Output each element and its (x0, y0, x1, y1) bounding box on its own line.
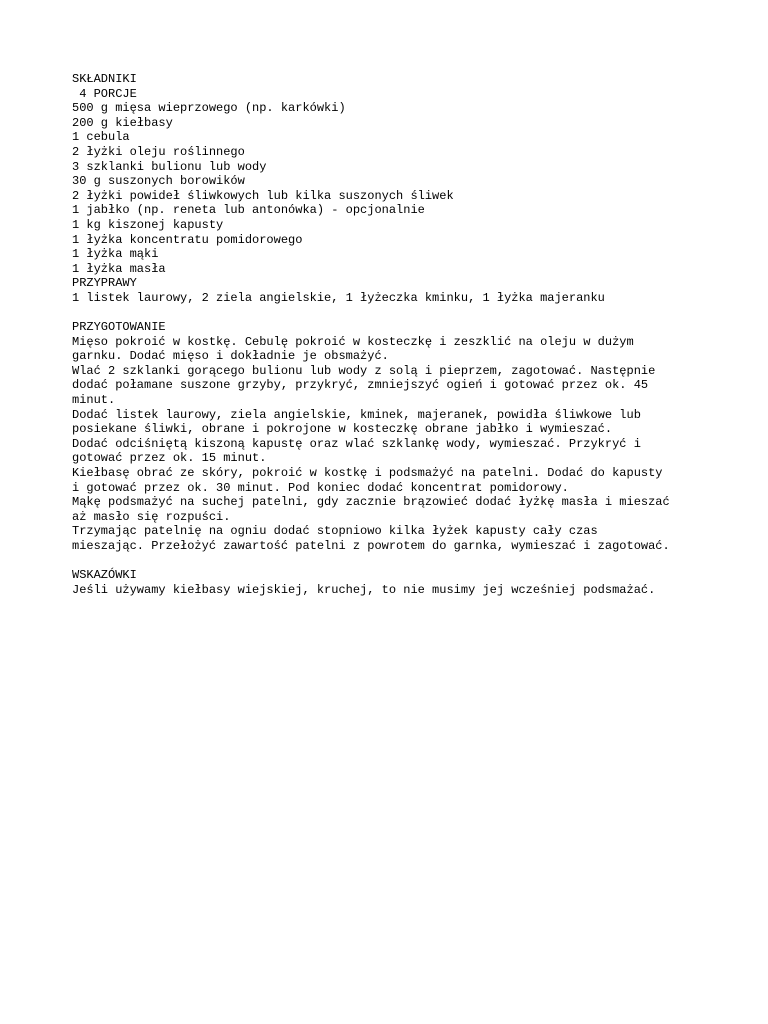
ingredient-item: 30 g suszonych borowików (72, 174, 245, 189)
preparation-line: Mięso pokroić w kostkę. Cebulę pokroić w kosteczkę i zeszklić na oleju w dużym (72, 334, 634, 349)
section-spacer (72, 554, 722, 569)
preparation-section (72, 320, 722, 554)
preparation-line: i gotować przez ok. 30 minut. Pod koniec dodać koncentrat pomidorowy. (72, 480, 569, 495)
spices-section (72, 276, 722, 305)
ingredient-item: 1 łyżka mąki (72, 247, 159, 262)
ingredients-section (72, 72, 722, 276)
ingredient-item: 2 łyżki powideł śliwkowych lub kilka suszonych śliwek (72, 188, 454, 203)
section-spacer (72, 306, 722, 321)
ingredient-item: 500 g mięsa wieprzowego (np. karkówki) (72, 101, 346, 116)
ingredient-item: 2 łyżki oleju roślinnego (72, 144, 245, 159)
portions-label: 4 PORCJE (72, 86, 137, 101)
preparation-line: Kiełbasę obrać ze skóry, pokroić w kostkę i podsmażyć na patelni. Dodać do kapusty (72, 466, 663, 481)
preparation-line: Trzymając patelnię na ogniu dodać stopniowo kilka łyżek kapusty cały czas (72, 524, 598, 539)
ingredient-item: 1 cebula (72, 130, 130, 145)
ingredient-item: 1 łyżka masła (72, 261, 166, 276)
preparation-heading: PRZYGOTOWANIE (72, 320, 166, 335)
ingredient-item: 3 szklanki bulionu lub wody (72, 159, 267, 174)
ingredients-heading: SKŁADNIKI (72, 72, 137, 86)
preparation-line: posiekane śliwki, obrane i pokrojone w kosteczkę obrane jabłko i wymieszać. (72, 422, 613, 437)
preparation-line: garnku. Dodać mięso i dokładnie je obsmażyć. (72, 349, 389, 364)
tips-section (72, 568, 722, 597)
recipe-document (72, 72, 722, 597)
ingredient-item: 200 g kiełbasy (72, 115, 173, 130)
preparation-line: Dodać odciśniętą kiszoną kapustę oraz wlać szklankę wody, wymieszać. Przykryć i (72, 436, 641, 451)
ingredient-item: 1 łyżka koncentratu pomidorowego (72, 232, 303, 247)
preparation-line: dodać połamane suszone grzyby, przykryć, zmniejszyć ogień i gotować przez ok. 45 (72, 378, 649, 393)
tips-text: Jeśli używamy kiełbasy wiejskiej, kruchej, to nie musimy jej wcześniej podsmażać. (72, 582, 656, 597)
spices-heading: PRZYPRAWY (72, 276, 137, 291)
preparation-line: Mąkę podsmażyć na suchej patelni, gdy zacznie brązowieć dodać łyżkę masła i mieszać (72, 495, 670, 510)
preparation-line: gotować przez ok. 15 minut. (72, 451, 267, 466)
preparation-line: mieszając. Przełożyć zawartość patelni z powrotem do garnka, wymieszać i zagotować. (72, 539, 670, 553)
tips-heading: WSKAZÓWKI (72, 568, 137, 583)
ingredient-item: 1 kg kiszonej kapusty (72, 217, 224, 232)
preparation-line: minut. (72, 393, 116, 408)
spices-text: 1 listek laurowy, 2 ziela angielskie, 1 łyżeczka kminku, 1 łyżka majeranku (72, 290, 605, 305)
preparation-line: Wlać 2 szklanki gorącego bulionu lub wody z solą i pieprzem, zagotować. Następnie (72, 363, 656, 378)
ingredient-item: 1 jabłko (np. reneta lub antonówka) - opcjonalnie (72, 203, 425, 218)
preparation-line: Dodać listek laurowy, ziela angielskie, kminek, majeranek, powidła śliwkowe lub (72, 407, 641, 422)
preparation-line: aż masło się rozpuści. (72, 509, 231, 524)
